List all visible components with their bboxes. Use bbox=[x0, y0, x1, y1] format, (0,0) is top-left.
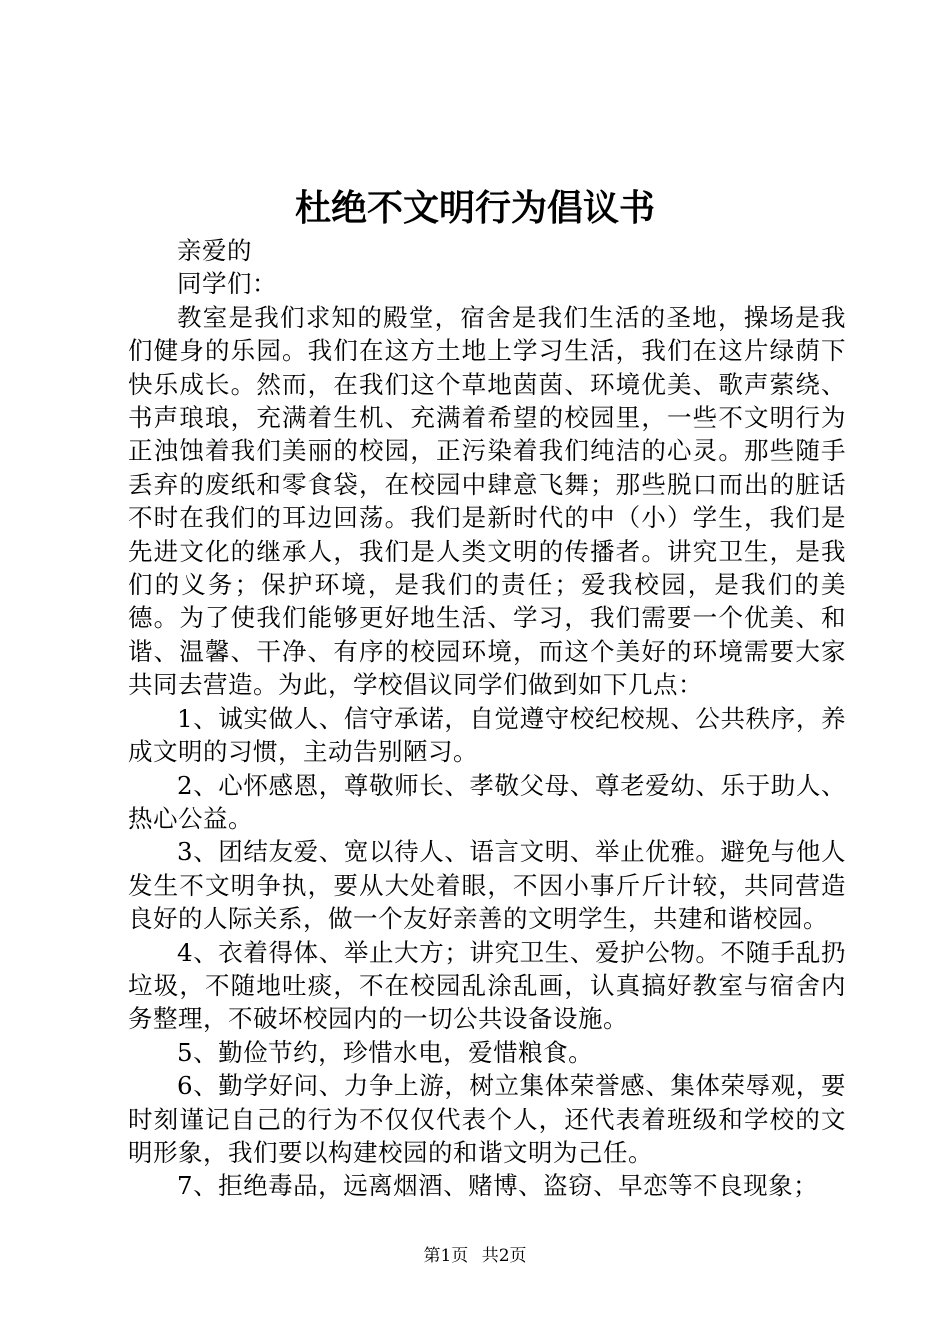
proposal-item-6: 6、勤学好问、力争上游，树立集体荣誉感、集体荣辱观，要时刻谨记自己的行为不仅仅代表个人，还代表着班级和学校的文明形象，我们要以构建校园的和谐文明为己任。 bbox=[128, 1071, 846, 1167]
proposal-item-1: 1、诚实做人、信守承诺，自觉遵守校纪校规、公共秩序，养成文明的习惯，主动告别陋习。 bbox=[128, 703, 846, 767]
document-body bbox=[128, 234, 846, 1203]
body-paragraph-intro: 教室是我们求知的殿堂，宿舍是我们生活的圣地，操场是我们健身的乐园。我们在这方土地上学习生活，我们在这片绿荫下快乐成长。然而，在我们这个草地茵茵、环境优美、歌声萦绕、书声琅琅，充满着生机、充满着希望的校园里，一些不文明行为正浊蚀着我们美丽的校园，正污染着我们纯洁的心灵。那些随手丢弃的废纸和零食袋，在校园中肆意飞舞；那些脱口而出的脏话不时在我们的耳边回荡。我们是新时代的中（小）学生，我们是先进文化的继承人，我们是人类文明的传播者。讲究卫生，是我们的义务；保护环境，是我们的责任；爱我校园，是我们的美德。为了使我们能够更好地生活、学习，我们需要一个优美、和谐、温馨、干净、有序的校园环境，而这个美好的环境需要大家共同去营造。为此，学校倡议同学们做到如下几点： bbox=[128, 302, 846, 700]
proposal-item-5: 5、勤俭节约，珍惜水电，爱惜粮食。 bbox=[177, 1037, 594, 1067]
proposal-item-3: 3、团结友爱、宽以待人、语言文明、举止优雅。避免与他人发生不文明争执，要从大处着眼，不因小事斤斤计较，共同营造良好的人际关系，做一个友好亲善的文明学生，共建和谐校园。 bbox=[128, 837, 846, 934]
salutation-line: 亲爱的 bbox=[177, 236, 252, 265]
proposal-item-7: 7、拒绝毒品，远离烟酒、赌博、盗窃、早恋等不良现象； bbox=[177, 1171, 819, 1201]
proposal-item-4: 4、衣着得体、举止大方；讲究卫生、爱护公物。不随手乱扔垃圾，不随地吐痰，不在校园乱涂乱画，认真搞好教室与宿舍内务整理，不破坏校园内的一切公共设备设施。 bbox=[128, 937, 846, 1034]
proposal-item-2: 2、心怀感恩，尊敬师长、孝敬父母、尊老爱幼、乐于助人、热心公益。 bbox=[128, 770, 846, 833]
page-number-total: 共2页 bbox=[481, 1246, 527, 1266]
document-title: 杜绝不文明行为倡议书 bbox=[294, 187, 655, 229]
page-number-current: 第1页 bbox=[423, 1246, 469, 1266]
page-footer bbox=[0, 1244, 950, 1268]
salutation-line: 同学们： bbox=[177, 269, 277, 299]
